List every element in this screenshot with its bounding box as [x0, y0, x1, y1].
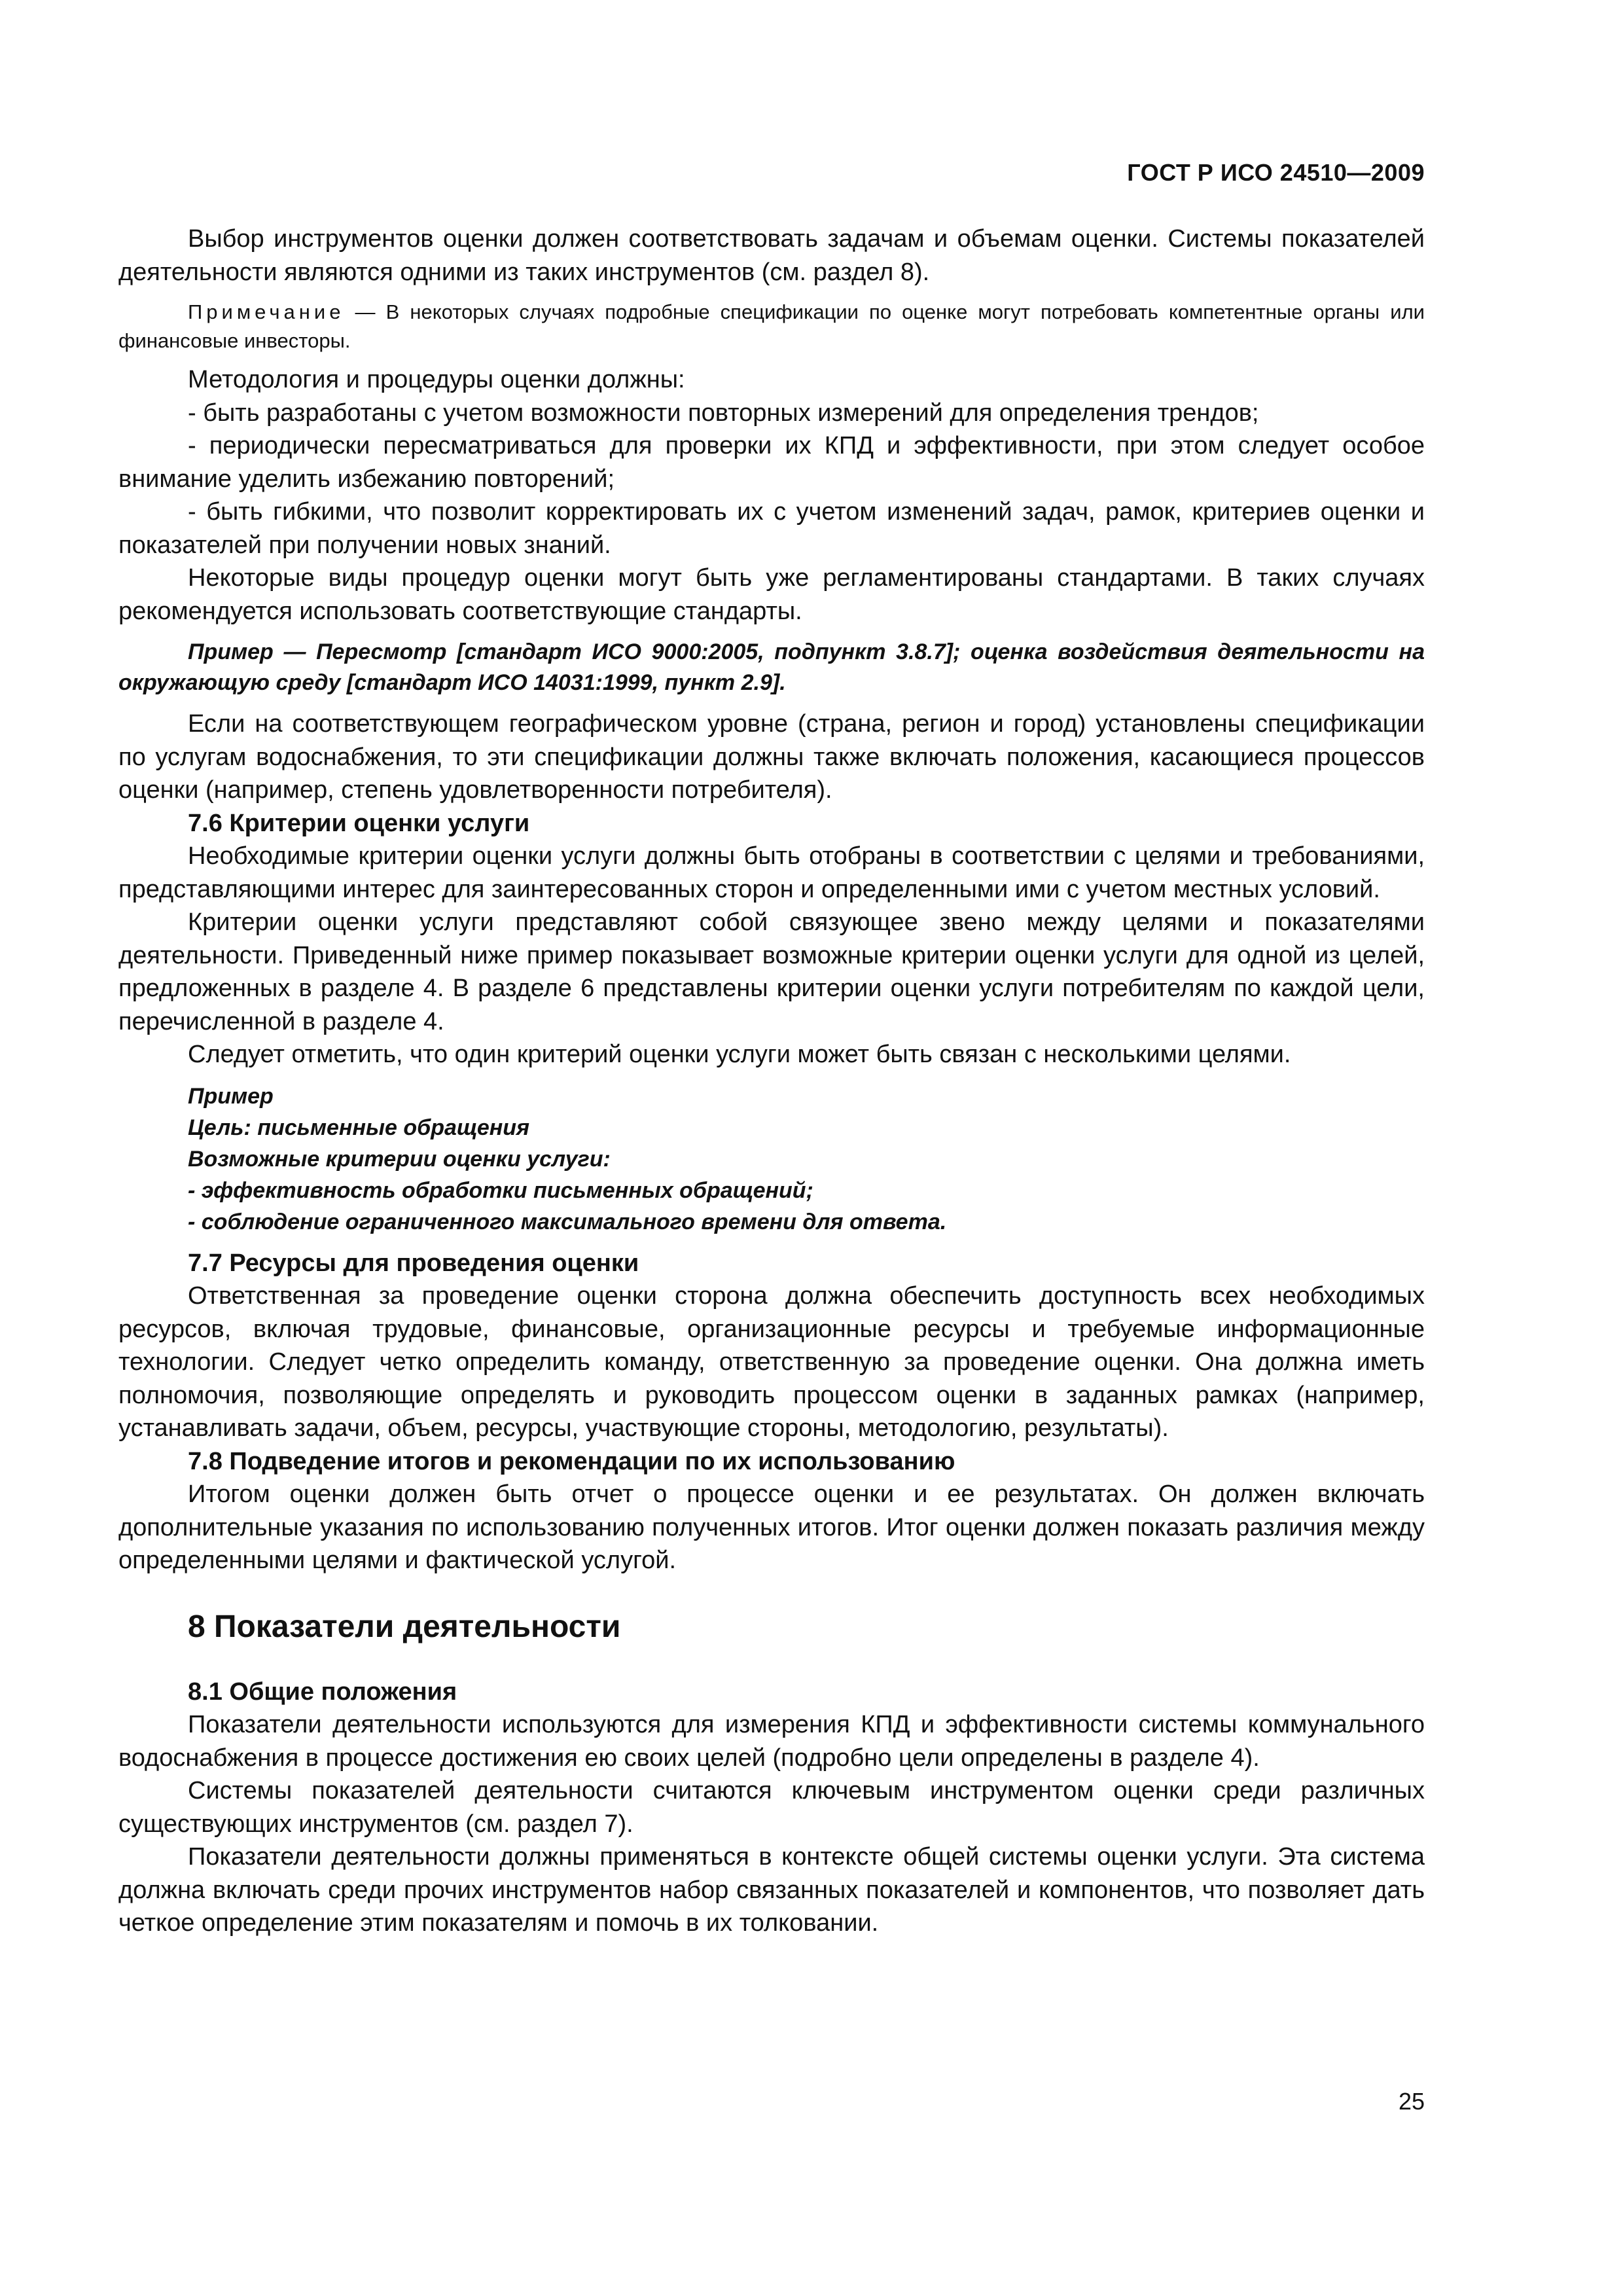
list-item: - быть гибкими, что позволит корректировать их с учетом изменений задач, рамок, критериев оценки и показателей при получении новых знаний. — [118, 498, 1425, 559]
list-item: - периодически пересматриваться для проверки их КПД и эффективности, при этом следует особое внимание уделить избежанию повторений; — [118, 432, 1425, 493]
example-criteria-item: - эффективность обработки письменных обращений; — [188, 1177, 813, 1203]
paragraph: Выбор инструментов оценки должен соответствовать задачам и объемам оценки. Системы показателей деятельности являются одними из таких инструментов (см. раздел 8). — [118, 225, 1425, 286]
example-list — [118, 1081, 1425, 1238]
example-goal: Цель: письменные обращения — [188, 1115, 530, 1140]
page-number: 25 — [1398, 2088, 1425, 2115]
note-text: — В некоторых случаях подробные спецификации по оценке могут потребовать компетентные органы или финансовые инвесторы. — [118, 300, 1425, 352]
section-heading-7-6: 7.6 Критерии оценки услуги — [188, 809, 530, 837]
page-body — [118, 223, 1425, 1940]
section-heading-7-7: 7.7 Ресурсы для проведения оценки — [188, 1249, 639, 1277]
paragraph: Если на соответствующем географическом уровне (страна, регион и город) установлены спецификации по услугам водоснабжения, то эти спецификации должны также включать положения, касающиеся процессов оценки (например, степень удовлетворенности потребителя). — [118, 710, 1425, 804]
note-label: Примечание — [188, 300, 345, 323]
paragraph: Ответственная за проведение оценки сторона должна обеспечить доступность всех необходимых ресурсов, включая трудовые, финансовые, организационные ресурсы и требуемые информационные технологии. Следует четко определить команду, ответственную за проведение оценки. Она должна иметь полномочия, позволяющие определять и руководить процессом оценки в заданных рамках (например, устанавливать задачи, объем, ресурсы, участвующие стороны, методологию, результаты). — [118, 1282, 1425, 1442]
paragraph: Критерии оценки услуги представляют собой связующее звено между целями и показателями деятельности. Приведенный ниже пример показывает возможные критерии оценки услуги для одной из целей, предложенных в разделе 4. В разделе 6 представлены критерии оценки услуги потребителям по каждой цели, перечисленной в разделе 4. — [118, 908, 1425, 1035]
list-item: - быть разработаны с учетом возможности повторных измерений для определения трендов; — [188, 399, 1259, 427]
document-page — [118, 0, 1425, 2296]
paragraph: Показатели деятельности должны применяться в контексте общей системы оценки услуги. Эта система должна включать среди прочих инструментов набор связанных показателей и компонентов, что позволяет дать четкое определение этим показателям и помочь в их толковании. — [118, 1843, 1425, 1937]
paragraph: Необходимые критерии оценки услуги должны быть отобраны в соответствии с целями и требованиями, представляющими интерес для заинтересованных сторон и определенными ими с учетом местных условий. — [118, 842, 1425, 903]
example-block: Пример — Пересмотр [стандарт ИСО 9000:2005, подпункт 3.8.7]; оценка воздействия деятельности на окружающую среду [стандарт ИСО 14031:1999, пункт 2.9]. — [118, 639, 1425, 695]
standard-code-header: ГОСТ Р ИСО 24510—2009 — [1127, 159, 1425, 186]
example-criteria-heading: Возможные критерии оценки услуги: — [188, 1146, 611, 1172]
example-criteria-item: - соблюдение ограниченного максимального времени для ответа. — [188, 1209, 947, 1234]
paragraph: Показатели деятельности используются для измерения КПД и эффективности системы коммунального водоснабжения в процессе достижения ею своих целей (подробно цели определены в разделе 4). — [118, 1711, 1425, 1772]
section-heading-8-1: 8.1 Общие положения — [188, 1677, 457, 1706]
note — [118, 298, 1425, 355]
paragraph: Итогом оценки должен быть отчет о процессе оценки и ее результатах. Он должен включать дополнительные указания по использованию полученных итогов. Итог оценки должен показать различия между определенными целями и фактической услугой. — [118, 1480, 1425, 1574]
paragraph: Некоторые виды процедур оценки могут быть уже регламентированы стандартами. В таких случаях рекомендуется использовать соответствующие стандарты. — [118, 564, 1425, 625]
section-heading-7-8: 7.8 Подведение итогов и рекомендации по их использованию — [188, 1447, 955, 1475]
paragraph: Системы показателей деятельности считаются ключевым инструментом оценки среди различных существующих инструментов (см. раздел 7). — [118, 1777, 1425, 1838]
paragraph: Следует отметить, что один критерий оценки услуги может быть связан с несколькими целями. — [188, 1041, 1291, 1068]
chapter-heading-8: 8 Показатели деятельности — [188, 1609, 621, 1644]
paragraph: Методология и процедуры оценки должны: — [188, 366, 685, 393]
example-title: Пример — [188, 1083, 274, 1109]
